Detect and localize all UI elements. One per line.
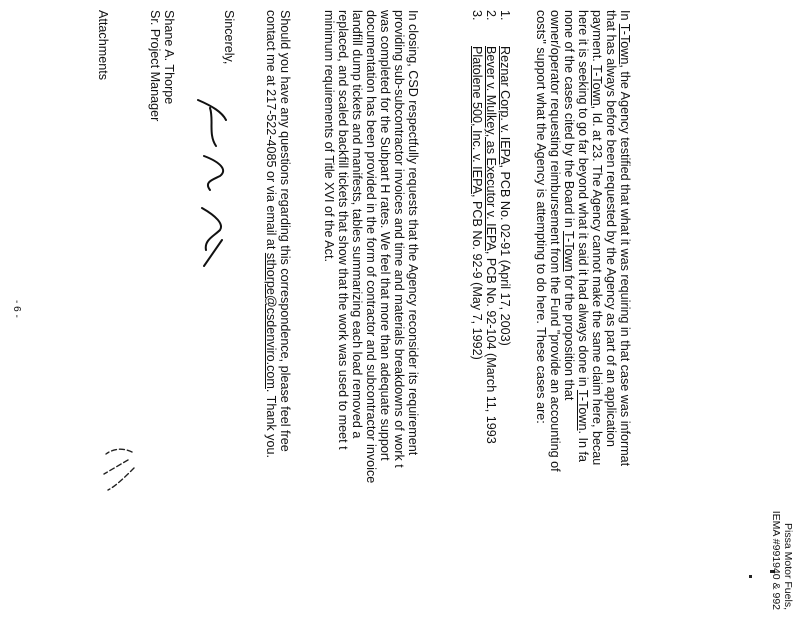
case-name-ttown: T-Town — [618, 23, 632, 65]
para1-line: costs" support what the Agency is attempting to do here. These cases are: — [534, 10, 548, 424]
case-name-ttown: T-Town — [562, 231, 576, 272]
para2-line: landfill dump tickets and manifests, tables summarizing each load removed a — [350, 10, 364, 439]
para3-line: Should you have any questions regarding this correspondence, please feel free — [278, 10, 292, 452]
para1-line: here it is seeking to go far beyond what it said it had always done in T-Town. In fa — [576, 10, 590, 463]
case-number: 1. — [498, 10, 512, 21]
case-citation: , PCB No. 92-9 (May 7, 1992) — [470, 193, 484, 360]
header-line-company: Pissa Motor Fuels, — [782, 523, 794, 610]
case-number: 3. — [470, 10, 484, 21]
handwritten-signature — [188, 90, 234, 340]
case-name: Platolene 500, Inc. v. IEPA — [470, 46, 484, 194]
para2-line: providing sub-subcontractor invoices and time and materials breakdowns of work t — [392, 10, 406, 468]
para1-line: that has always before been requested by the Agency as part of an application — [604, 10, 618, 447]
closing-sincerely: Sincerely, — [222, 10, 236, 65]
scan-speck — [749, 575, 752, 578]
para1-line: In T-Town, the Agency testified that what it was requiring in that case was informat — [618, 10, 632, 467]
case-name-ttown: T-Town — [576, 389, 590, 431]
case-number: 2. — [484, 10, 498, 21]
signer-title: Sr. Project Manager — [148, 10, 162, 122]
case-name: Bever v. Mulkey, as Executor v. IEPA — [484, 46, 498, 251]
page-header — [770, 511, 794, 610]
case-name-ttown: T-Town — [590, 65, 604, 106]
case-name: Reznar Corp. v. IEPA — [498, 46, 512, 165]
para1-line: none of the cases cited by the Board in T-Town for the proposition that — [562, 10, 576, 401]
signer-name: Shane A. Thorpe — [162, 10, 176, 105]
page-number: - 6 - — [11, 300, 22, 318]
para2-line: replaced, and scaled backfill tickets that show that the work was used to meet t — [336, 10, 350, 450]
para2-line: was completed for the Subpart H rates. We feel that more than adequate support — [378, 10, 392, 461]
para2-line: documentation has been provided in the form of contractor and subcontractor invoice — [364, 10, 378, 484]
para1-line: owner/operator requesting reimbursement from the Fund "provide an accounting of — [548, 10, 562, 472]
handwritten-initials — [94, 440, 140, 500]
email-link[interactable]: sthorpe@csdenviro.com — [264, 252, 278, 389]
header-line-incident: IEMA #991940 & 992 — [770, 510, 782, 610]
para2-line: In closing, CSD respectfully requests that the Agency reconsider its requirement — [406, 10, 420, 456]
case-citation: , PCB No. 02-91 (April 17, 2003) — [498, 164, 512, 346]
para2-line: minimum requirements of Title XVI of the Act. — [322, 10, 336, 262]
case-citation: , PCB No. 92-104 (March 11, 1993 — [484, 250, 498, 444]
para3-line: contact me at 217-522-4085 or via email at sthorpe@csdenviro.com. Thank you. — [264, 10, 278, 458]
para1-line: payment. T-Town, Id. at 23. The Agency cannot make the same claim here, becau — [590, 10, 604, 466]
attachments-label: Attachments — [96, 10, 110, 80]
